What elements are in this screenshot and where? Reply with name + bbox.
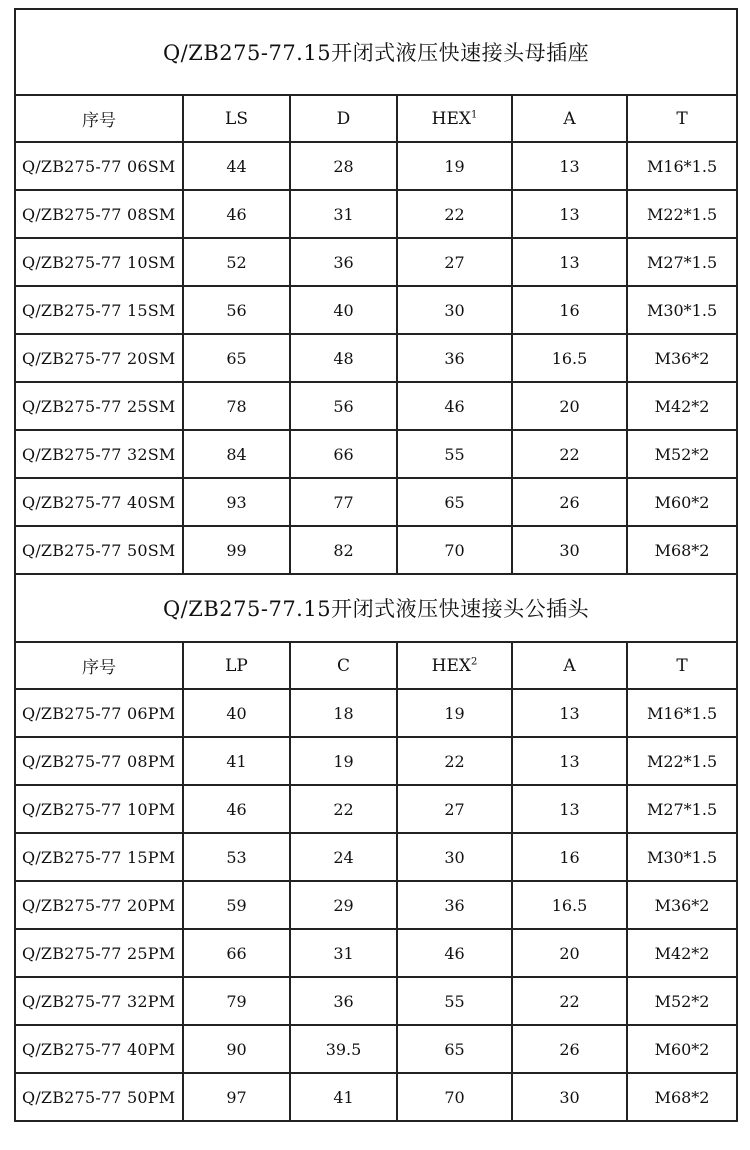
plug-cell-thread: M68*2 [627,1073,737,1121]
socket-cell-model: Q/ZB275-77 08SM [15,190,183,238]
socket-header-t: T [627,95,737,142]
socket-cell-hex: 27 [397,238,512,286]
plug-cell-length: 46 [183,785,290,833]
plug-cell-a: 20 [512,929,627,977]
socket-cell-length: 56 [183,286,290,334]
socket-cell-hex: 36 [397,334,512,382]
socket-header-a: A [512,95,627,142]
plug-cell-a: 13 [512,785,627,833]
plug-cell-thread: M27*1.5 [627,785,737,833]
plug-table-row [15,737,737,785]
socket-cell-a: 26 [512,478,627,526]
socket-cell-a: 16.5 [512,334,627,382]
socket-header-hex-label: HEX [431,108,471,129]
socket-cell-diameter: 40 [290,286,397,334]
plug-cell-length: 41 [183,737,290,785]
socket-cell-a: 22 [512,430,627,478]
plug-table-row [15,977,737,1025]
socket-cell-hex: 55 [397,430,512,478]
plug-cell-hex: 36 [397,881,512,929]
socket-cell-a: 13 [512,238,627,286]
plug-rows [15,689,737,1121]
plug-header-hex-note: 2 [470,655,478,667]
plug-table-row [15,1073,737,1121]
socket-cell-length: 46 [183,190,290,238]
plug-cell-model: Q/ZB275-77 10PM [15,785,183,833]
plug-cell-model: Q/ZB275-77 32PM [15,977,183,1025]
socket-cell-thread: M30*1.5 [627,286,737,334]
socket-cell-length: 99 [183,526,290,574]
socket-cell-thread: M60*2 [627,478,737,526]
plug-cell-hex: 27 [397,785,512,833]
plug-table-row [15,689,737,737]
plug-cell-a: 30 [512,1073,627,1121]
socket-cell-hex: 22 [397,190,512,238]
socket-header-hex [397,95,512,142]
socket-header-hex-note: 1 [470,108,478,120]
socket-title-row [15,9,737,95]
socket-cell-diameter: 56 [290,382,397,430]
plug-header-hex [397,642,512,689]
socket-cell-a: 16 [512,286,627,334]
socket-header-row [15,95,737,142]
socket-cell-hex: 19 [397,142,512,190]
plug-cell-a: 16.5 [512,881,627,929]
plug-cell-diameter: 36 [290,977,397,1025]
socket-cell-length: 84 [183,430,290,478]
socket-table-row [15,526,737,574]
plug-cell-a: 16 [512,833,627,881]
socket-cell-thread: M27*1.5 [627,238,737,286]
plug-cell-hex: 55 [397,977,512,1025]
socket-cell-hex: 70 [397,526,512,574]
socket-cell-thread: M36*2 [627,334,737,382]
socket-cell-diameter: 28 [290,142,397,190]
plug-cell-a: 22 [512,977,627,1025]
plug-cell-thread: M30*1.5 [627,833,737,881]
socket-header-serial: 序号 [15,95,183,142]
plug-table-title: Q/ZB275-77.15开闭式液压快速接头公插头 [15,574,737,642]
socket-cell-model: Q/ZB275-77 32SM [15,430,183,478]
socket-cell-diameter: 66 [290,430,397,478]
socket-cell-thread: M52*2 [627,430,737,478]
socket-table-row [15,382,737,430]
socket-table-row [15,142,737,190]
socket-cell-thread: M42*2 [627,382,737,430]
plug-cell-hex: 46 [397,929,512,977]
plug-cell-model: Q/ZB275-77 20PM [15,881,183,929]
socket-cell-diameter: 36 [290,238,397,286]
plug-cell-thread: M36*2 [627,881,737,929]
socket-cell-model: Q/ZB275-77 20SM [15,334,183,382]
plug-cell-diameter: 29 [290,881,397,929]
plug-header-serial: 序号 [15,642,183,689]
socket-cell-thread: M16*1.5 [627,142,737,190]
socket-cell-model: Q/ZB275-77 50SM [15,526,183,574]
socket-cell-hex: 30 [397,286,512,334]
plug-header-t: T [627,642,737,689]
plug-header-row [15,642,737,689]
plug-cell-thread: M16*1.5 [627,689,737,737]
plug-table-row [15,929,737,977]
socket-table-row [15,478,737,526]
plug-cell-diameter: 39.5 [290,1025,397,1073]
socket-cell-a: 13 [512,142,627,190]
plug-cell-thread: M42*2 [627,929,737,977]
plug-cell-length: 90 [183,1025,290,1073]
coupling-spec-table [14,8,738,1122]
plug-table-row [15,785,737,833]
spec-sheet [14,8,736,1122]
socket-cell-model: Q/ZB275-77 10SM [15,238,183,286]
socket-cell-length: 52 [183,238,290,286]
plug-cell-length: 79 [183,977,290,1025]
plug-cell-thread: M60*2 [627,1025,737,1073]
socket-cell-thread: M22*1.5 [627,190,737,238]
plug-cell-hex: 19 [397,689,512,737]
socket-cell-diameter: 77 [290,478,397,526]
plug-cell-model: Q/ZB275-77 50PM [15,1073,183,1121]
plug-table-row [15,881,737,929]
socket-cell-diameter: 48 [290,334,397,382]
plug-header-a: A [512,642,627,689]
plug-cell-length: 59 [183,881,290,929]
socket-cell-model: Q/ZB275-77 40SM [15,478,183,526]
plug-cell-diameter: 31 [290,929,397,977]
plug-cell-thread: M22*1.5 [627,737,737,785]
plug-title-row [15,574,737,642]
socket-cell-thread: M68*2 [627,526,737,574]
plug-cell-a: 13 [512,689,627,737]
socket-cell-diameter: 31 [290,190,397,238]
plug-cell-length: 40 [183,689,290,737]
plug-table-row [15,1025,737,1073]
plug-cell-model: Q/ZB275-77 08PM [15,737,183,785]
socket-cell-hex: 65 [397,478,512,526]
plug-cell-hex: 22 [397,737,512,785]
socket-table-title: Q/ZB275-77.15开闭式液压快速接头母插座 [15,9,737,95]
socket-cell-a: 20 [512,382,627,430]
socket-table-row [15,286,737,334]
socket-cell-a: 13 [512,190,627,238]
socket-header-ls: LS [183,95,290,142]
plug-cell-a: 26 [512,1025,627,1073]
socket-cell-model: Q/ZB275-77 15SM [15,286,183,334]
plug-cell-hex: 30 [397,833,512,881]
plug-cell-diameter: 19 [290,737,397,785]
socket-cell-a: 30 [512,526,627,574]
plug-cell-model: Q/ZB275-77 40PM [15,1025,183,1073]
socket-cell-length: 65 [183,334,290,382]
plug-cell-diameter: 41 [290,1073,397,1121]
plug-cell-model: Q/ZB275-77 15PM [15,833,183,881]
socket-cell-length: 93 [183,478,290,526]
socket-cell-model: Q/ZB275-77 25SM [15,382,183,430]
plug-cell-length: 66 [183,929,290,977]
plug-header-hex-label: HEX [431,655,471,676]
plug-header-lp: LP [183,642,290,689]
plug-cell-length: 53 [183,833,290,881]
socket-header-d: D [290,95,397,142]
socket-table-row [15,238,737,286]
plug-cell-model: Q/ZB275-77 25PM [15,929,183,977]
plug-cell-diameter: 22 [290,785,397,833]
socket-cell-length: 44 [183,142,290,190]
plug-cell-model: Q/ZB275-77 06PM [15,689,183,737]
plug-cell-diameter: 24 [290,833,397,881]
plug-cell-length: 97 [183,1073,290,1121]
socket-cell-model: Q/ZB275-77 06SM [15,142,183,190]
socket-cell-length: 78 [183,382,290,430]
plug-cell-hex: 65 [397,1025,512,1073]
socket-table-row [15,334,737,382]
plug-table-row [15,833,737,881]
socket-table-row [15,190,737,238]
plug-header-c: C [290,642,397,689]
socket-rows [15,142,737,574]
socket-table-row [15,430,737,478]
socket-cell-diameter: 82 [290,526,397,574]
plug-cell-thread: M52*2 [627,977,737,1025]
plug-cell-a: 13 [512,737,627,785]
plug-cell-diameter: 18 [290,689,397,737]
socket-cell-hex: 46 [397,382,512,430]
plug-cell-hex: 70 [397,1073,512,1121]
